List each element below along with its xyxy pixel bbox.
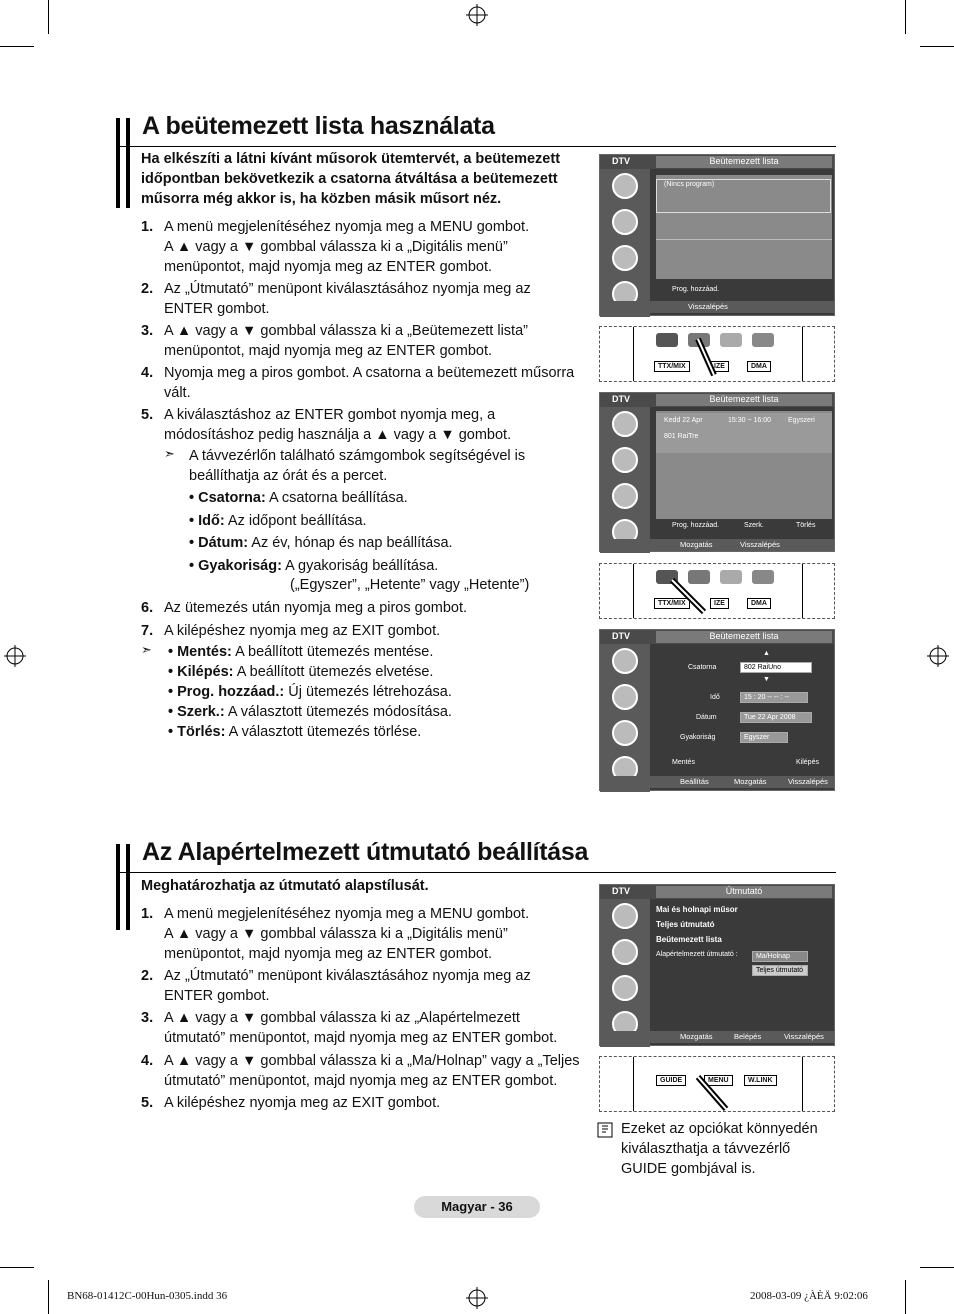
step-5: 5. A kilépéshez nyomja meg az EXIT gombot. xyxy=(141,1095,441,1111)
remote-illustration: GUIDE MENU W.LINK xyxy=(599,1056,835,1112)
bullet-datum: • Dátum: Az év, hónap és nap beállítása. xyxy=(189,535,453,551)
step-5: 5. A kiválasztáshoz az ENTER gombot nyomja meg, a módosításhoz pedig használja a ▲ vagy a ▼ gombot. xyxy=(141,407,512,443)
file-slug: BN68-01412C-00Hun-0305.indd 36 xyxy=(67,1290,228,1302)
pointing-hand-icon xyxy=(692,335,722,379)
pointing-hand-icon xyxy=(670,576,710,616)
step-5-note: A távvezérlőn található számgombok segítségével is beállíthatja az órát és a percet. xyxy=(189,448,526,484)
step-1: 1. A menü megjelenítéséhez nyomja meg a MENU gombot. A ▲ vagy a ▼ gombbal válassza ki a „Digitális menü” menüpontot, majd nyomja meg az ENTER gombot. xyxy=(141,219,530,275)
step-2: 2. Az „Útmutató” menüpont kiválasztásához nyomja meg az ENTER gombot. xyxy=(141,281,531,317)
step-3: 3. A ▲ vagy a ▼ gombbal válassza ki az „Alapértelmezett útmutató” menüpontot, majd nyomja meg az ENTER gombot. xyxy=(141,1010,558,1046)
step-1: 1. A menü megjelenítéséhez nyomja meg a MENU gombot. A ▲ vagy a ▼ gombbal válassza ki a „Digitális menü” menüpontot, majd nyomja meg az ENTER gombot. xyxy=(141,906,530,962)
bullet-gyakorisag: • Gyakoriság: A gyakoriság beállítása. xyxy=(189,558,439,574)
bullet-szerk: • Szerk.: A választott ütemezés módosítása. xyxy=(168,704,452,720)
section-intro: Ha elkészíti a látni kívánt műsorok ütemtervét, a beütemezett időpontban bekövetkezik a csatorna átváltása a beütemezett műsorra még akkor is, ha közben másik műsort néz. xyxy=(141,151,561,207)
section-sidebar-bar xyxy=(116,118,130,208)
pointing-hand-icon xyxy=(696,1075,736,1111)
step-4: 4. A ▲ vagy a ▼ gombbal válassza ki a „Ma/Holnap” vagy a „Teljes útmutató” menüpontot, majd nyomja meg az ENTER gombot. xyxy=(141,1053,580,1089)
page-number: Magyar - 36 xyxy=(414,1196,540,1218)
menu-icon xyxy=(612,245,638,271)
tv-screen-edit: DTV Beütemezett lista ▲ Csatorna 802 RaiUno ▼ Idő 15 : 20 -- -- : -- Dátum Tue 22 Apr 2008 Gyakoriság Egyszer Mentés Kilépés Beállítás Mozgatás Visszalépés xyxy=(599,629,835,791)
registration-mark-left xyxy=(4,645,26,667)
step-7: 7. A kilépéshez nyomja meg az EXIT gombot. xyxy=(141,623,441,639)
bullet-torles: • Törlés: A választott ütemezés törlése. xyxy=(168,724,422,740)
step-3: 3. A ▲ vagy a ▼ gombbal válassza ki a „Beütemezett lista” menüpontot, majd nyomja meg az ENTER gombot. xyxy=(141,323,528,359)
step-4: 4. Nyomja meg a piros gombot. A csatorna a beütemezett műsorra vált. xyxy=(141,365,575,401)
tv-screen-list: DTV Beütemezett lista Kedd 22 Apr 15:30 ~ 16:00 Egyszeri 801 RaiTre Prog. hozzáad. Szerk. Törlés Mozgatás Visszalépés xyxy=(599,392,835,552)
tv-screen-empty-list: DTV Beütemezett lista (Nincs program) Prog. hozzáad. Visszalépés xyxy=(599,154,835,316)
bullet-prog-hozzaad: • Prog. hozzáad.: Új ütemezés létrehozása. xyxy=(168,684,452,700)
step-2: 2. Az „Útmutató” menüpont kiválasztásához nyomja meg az ENTER gombot. xyxy=(141,968,531,1004)
section-intro: Meghatározhatja az útmutató alapstílusát. xyxy=(141,878,429,894)
freq-options: („Egyszer”, „Hetente” vagy „Hetente”) xyxy=(290,577,530,593)
bullet-ido: • Idő: Az időpont beállítása. xyxy=(189,513,367,529)
registration-mark-top xyxy=(466,4,488,26)
bullet-csatorna: • Csatorna: A csatorna beállítása. xyxy=(189,490,408,506)
remote-illustration: TTX/MIX IZE DMA xyxy=(599,326,835,382)
note-arrow-icon: ➣ xyxy=(141,642,152,657)
registration-mark-bottom xyxy=(466,1287,488,1309)
menu-icon xyxy=(612,173,638,199)
section-sidebar-bar xyxy=(116,844,130,930)
menu-icon xyxy=(612,209,638,235)
note-arrow-icon: ➣ xyxy=(164,446,175,461)
section-title: A beütemezett lista használata xyxy=(142,112,495,140)
note-icon xyxy=(597,1122,613,1138)
section-title: Az Alapértelmezett útmutató beállítása xyxy=(142,838,589,866)
section-heading-scheduled-list xyxy=(116,114,836,147)
section-heading-default-guide xyxy=(116,840,836,873)
bullet-mentes: • Mentés: A beállított ütemezés mentése. xyxy=(168,644,434,660)
remote-illustration: TTX/MIX IZE DMA xyxy=(599,563,835,619)
tv-screen-guide: DTV Útmutató Mai és holnapi műsor Teljes útmutató Beütemezett lista Alapértelmezett útmutató : Ma/Holnap Teljes útmutató Mozgatás Belépés Visszalépés xyxy=(599,884,835,1046)
date-slug: 2008-03-09 ¿ÀÈÄ 9:02:06 xyxy=(750,1290,868,1302)
bullet-kilepes: • Kilépés: A beállított ütemezés elvetése. xyxy=(168,664,434,680)
registration-mark-right xyxy=(927,645,949,667)
guide-tip: Ezeket az opciókat könnyedén kiválaszthatja a távvezérlő GUIDE gombjával is. xyxy=(621,1121,818,1177)
step-6: 6. Az ütemezés után nyomja meg a piros gombot. xyxy=(141,600,468,616)
